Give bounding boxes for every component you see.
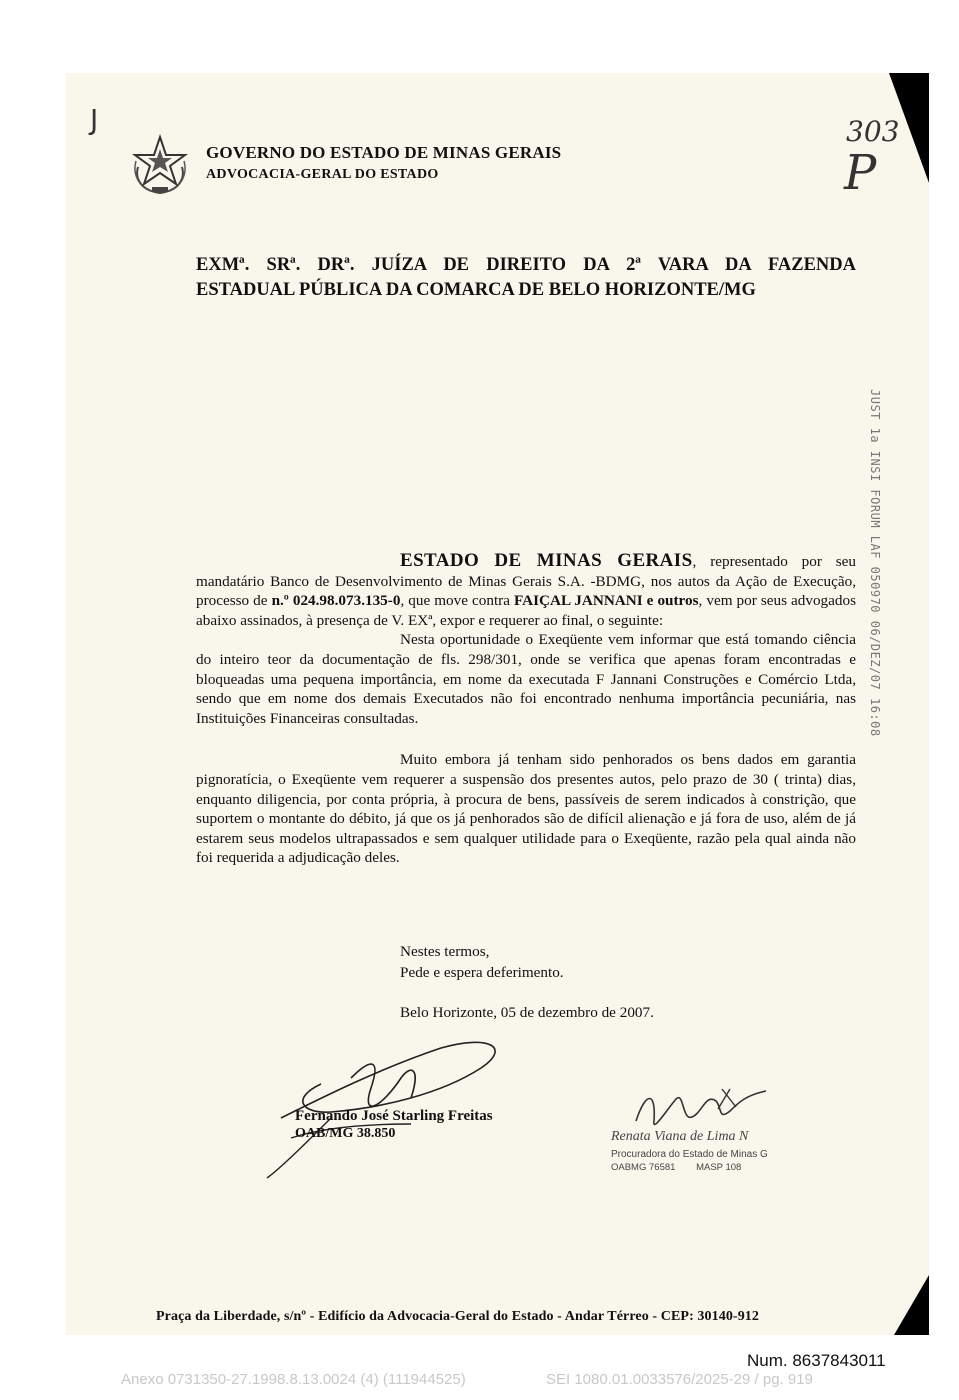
addressee-line-1: EXMª. SRª. DRª. JUÍZA DE DIREITO DA 2ª VARA DA FAZENDA: [196, 255, 856, 275]
handwritten-page-number: 303: [846, 115, 900, 148]
scanned-page: [66, 73, 929, 1335]
annex-reference: Anexo 0731350-27.1998.8.13.0024 (4) (111944525): [121, 1371, 466, 1388]
intro-text-c: , vem por seus advogados abaixo assinados, à presença de V. EXª, expor e requerer ao final, o seguinte:: [196, 592, 856, 629]
state-seal-icon: [130, 131, 190, 195]
place-and-date: Belo Horizonte, 05 de dezembro de 2007.: [400, 1004, 654, 1021]
defendant-name: FAIÇAL JANNANI e outros: [514, 592, 699, 610]
closing-line-2: Pede e espera deferimento.: [400, 964, 564, 981]
petition-body: [196, 551, 856, 868]
closing-line-1: Nestes termos,: [400, 943, 490, 960]
addressee-block: [196, 253, 856, 303]
signer-left-name: Fernando José Starling Freitas: [295, 1108, 493, 1124]
signer-right-role: Procuradora do Estado de Minas G: [611, 1149, 768, 1160]
intro-text-b: , que move contra: [400, 592, 514, 610]
court-filing-stamp: JUST 1a INSI FORUM LAF 050970 06/DEZ/07 16:08: [868, 389, 882, 737]
header-agency-title: ADVOCACIA-GERAL DO ESTADO: [206, 167, 439, 182]
party-name: ESTADO DE MINAS GERAIS: [400, 550, 693, 571]
signer-right-registration: [611, 1162, 741, 1173]
signer-left-oab: OAB/MG 38.850: [295, 1126, 396, 1141]
signer-right-name: Renata Viana de Lima N: [611, 1129, 749, 1144]
addressee-line-2: ESTADUAL PÚBLICA DA COMARCA DE BELO HORIZONTE/MG: [196, 280, 756, 300]
process-number: n.º 024.98.073.135-0: [271, 592, 401, 610]
header-government-title: GOVERNO DO ESTADO DE MINAS GERAIS: [206, 143, 562, 162]
paragraph-intro: [196, 551, 856, 630]
handwritten-initial: P: [844, 145, 877, 201]
signer-right-oab: OABMG 76581: [611, 1162, 676, 1173]
document-number: Num. 8637843011: [747, 1351, 886, 1370]
sei-reference: SEI 1080.01.0033576/2025-29 / pg. 919: [546, 1371, 813, 1388]
footer-address: Praça da Liberdade, s/nº - Edifício da Advocacia-Geral do Estado - Andar Térreo - CEP: 30140-912: [156, 1309, 759, 1324]
intro-text-a: , representado por seu mandatário Banco de Desenvolvimento de Minas Gerais S.A. -BDMG, nos autos da Ação de Execução, processo de: [196, 553, 856, 610]
handwritten-check-mark: J: [90, 103, 99, 136]
paragraph-findings: Nesta oportunidade o Exeqüente vem informar que está tomando ciência do inteiro teor da documentação de fls. 298/301, onde se verifica que apenas foram encontradas e bloqueadas uma pequena importância, em nome da executada F Jannani Construções e Comércio Ltda, sendo que em nome dos demais Executados não foi encontrado nenhuma importância pecuniária, nas Instituições Financeiras consultadas.: [196, 631, 856, 727]
scan-corner-bottom-right: [894, 1275, 929, 1335]
signer-right-masp: MASP 108: [696, 1162, 742, 1173]
paragraph-request: Muito embora já tenham sido penhorados os bens dados em garantia pignoratícia, o Exeqüente vem requerer a suspensão dos presentes autos, pelo prazo de 30 ( trinta) dias, enquanto diligencia, por conta própria, à procura de bens, passíveis de serem indicados à constrição, que suportem o montante do débito, já que os já penhorados são de difícil alienação e já fora de uso, além de já estarem seus modelos ultrapassados e sem qualquer utilidade para o Exeqüente, razão pela qual ainda não foi requerida a adjudicação deles.: [196, 751, 856, 867]
